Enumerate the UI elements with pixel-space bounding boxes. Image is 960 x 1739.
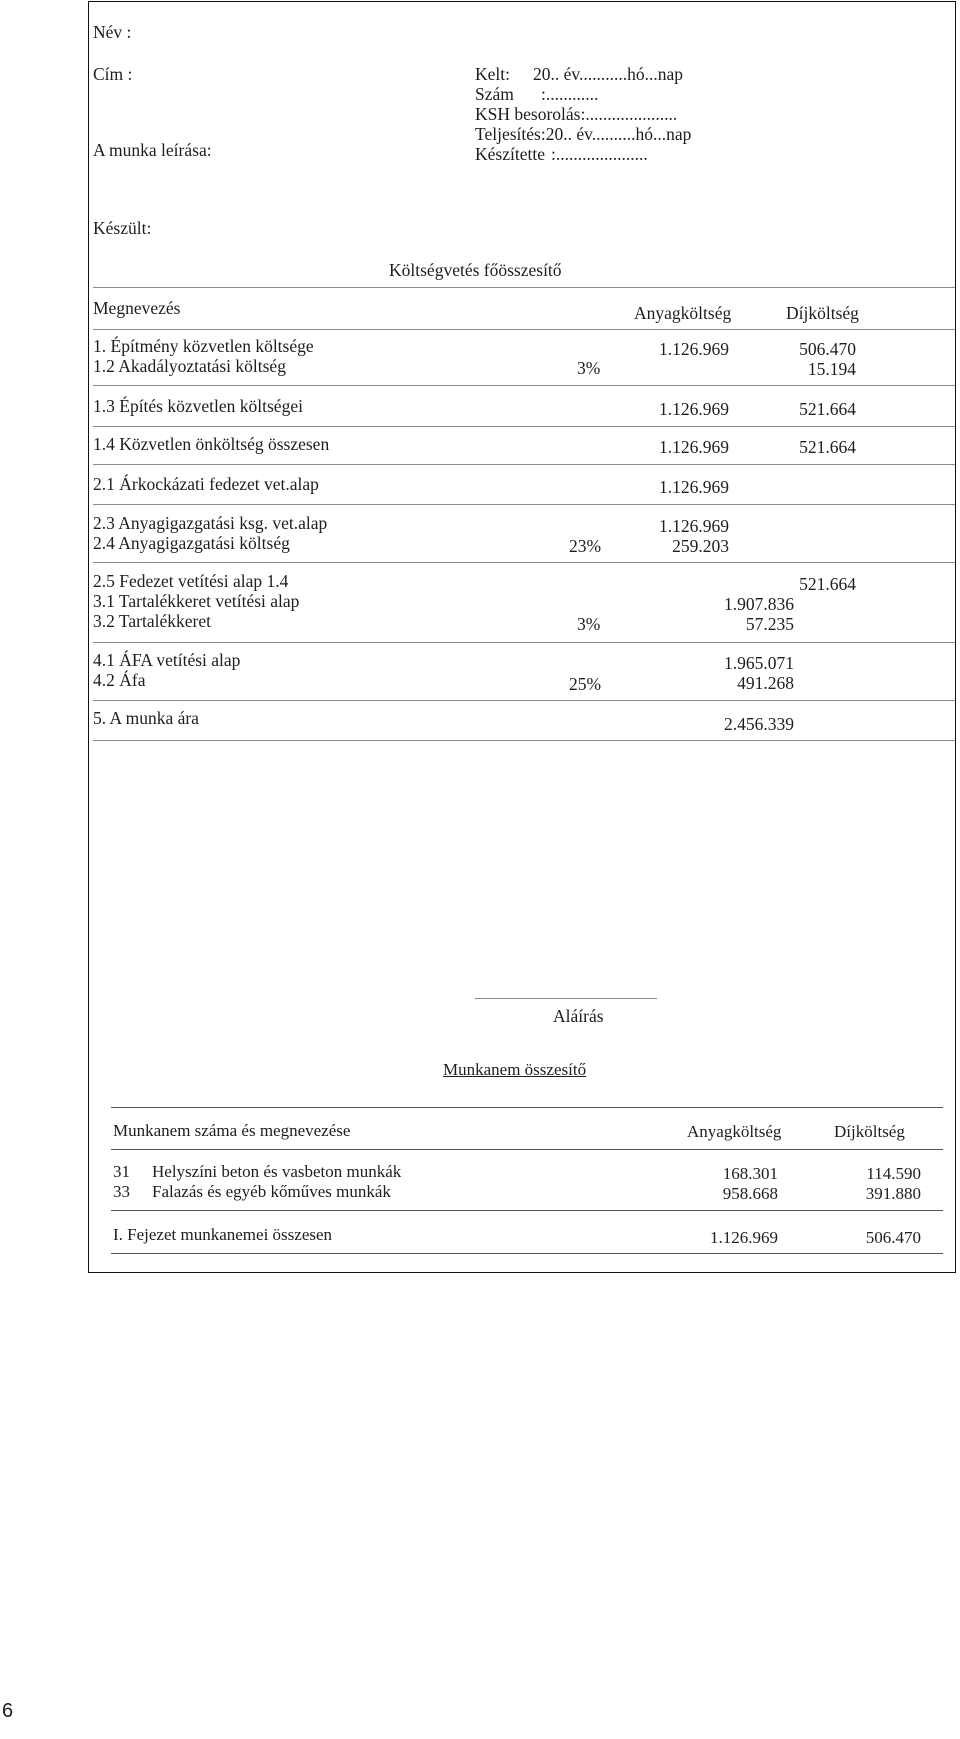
column-header-fee: Díjköltség [786, 303, 859, 323]
column-header-name: Munkanem száma és megnevezése [113, 1121, 351, 1140]
divider [111, 1253, 943, 1254]
prepared-by-value: :..................... [551, 144, 648, 164]
made-label: Készült: [93, 218, 152, 238]
total-value: 491.268 [737, 673, 794, 693]
number-value: :............ [541, 84, 599, 104]
fee-value: 391.880 [865, 1184, 921, 1203]
row-label: 2.1 Árkockázati fedezet vet.alap [93, 474, 319, 494]
date-label: Kelt: [475, 64, 510, 84]
budget-summary-form [88, 1, 956, 1049]
column-header-material: Anyagköltség [634, 303, 732, 323]
summary-title: Költségvetés főösszesítő [389, 260, 562, 280]
row-label: 2.3 Anyagigazgatási ksg. vet.alap [93, 513, 328, 533]
material-value: 1.126.969 [659, 477, 729, 497]
trade-summary-form [88, 1045, 956, 1273]
date-value: 20.. év...........hó...nap [533, 64, 684, 84]
trade-summary-title: Munkanem összesítő [443, 1060, 587, 1079]
material-value: 1.126.969 [659, 339, 729, 359]
row-label: 1.3 Építés közvetlen költségei [93, 396, 303, 416]
total-fee-value: 506.470 [865, 1228, 921, 1247]
row-label: 2.4 Anyagigazgatási költség [93, 533, 290, 553]
total-value: 1.965.071 [724, 653, 794, 673]
trade-name: Falazás és egyéb kőműves munkák [152, 1182, 391, 1201]
trade-code: 31 [113, 1162, 130, 1181]
percentage: 3% [577, 358, 601, 378]
row-label: 1. Építmény közvetlen költsége [93, 336, 314, 356]
total-value: 2.456.339 [724, 714, 794, 734]
row-label: 4.1 ÁFA vetítési alap [93, 650, 241, 670]
material-value: 168.301 [722, 1164, 778, 1183]
percentage: 3% [577, 614, 601, 634]
row-label: 5. A munka ára [93, 708, 199, 728]
ksh-label: KSH besorolás:..................... [475, 104, 678, 124]
row-label: 3.1 Tartalékkeret vetítési alap [93, 591, 300, 611]
page-number: 6 [2, 1700, 14, 1722]
fee-value: 114.590 [866, 1164, 921, 1183]
total-value: 57.235 [745, 614, 794, 634]
completion-label: Teljesítés:20.. év..........hó...nap [475, 124, 692, 144]
fee-value: 15.194 [807, 359, 856, 379]
divider [93, 562, 955, 563]
fee-value: 521.664 [799, 437, 856, 457]
divider [93, 329, 955, 330]
signature-label: Aláírás [553, 1006, 604, 1026]
material-value: 1.126.969 [659, 437, 729, 457]
column-header-name: Megnevezés [93, 298, 181, 318]
total-material-value: 1.126.969 [710, 1228, 778, 1247]
row-label: 3.2 Tartalékkeret [93, 611, 211, 631]
divider [93, 504, 955, 505]
divider [93, 464, 955, 465]
prepared-by-label: Készítette [475, 144, 545, 164]
work-description-label: A munka leírása: [93, 140, 212, 160]
divider [111, 1210, 943, 1211]
trade-name: Helyszíni beton és vasbeton munkák [152, 1162, 402, 1181]
material-value: 1.126.969 [659, 516, 729, 536]
fee-value: 521.664 [799, 574, 856, 594]
divider [93, 426, 955, 427]
column-header-material: Anyagköltség [687, 1122, 782, 1141]
divider [93, 740, 955, 741]
material-value: 958.668 [722, 1184, 778, 1203]
fee-value: 506.470 [799, 339, 856, 359]
divider [93, 385, 955, 386]
row-label: 1.4 Közvetlen önköltség összesen [93, 434, 330, 454]
material-value: 259.203 [672, 536, 729, 556]
material-value: 1.126.969 [659, 399, 729, 419]
divider [93, 700, 955, 701]
divider [93, 642, 955, 643]
address-label: Cím : [93, 64, 133, 84]
divider [111, 1149, 943, 1150]
divider [93, 287, 955, 288]
percentage: 23% [569, 536, 602, 556]
trade-code: 33 [113, 1182, 130, 1201]
signature-line [475, 998, 657, 999]
divider [111, 1107, 943, 1108]
row-label: 2.5 Fedezet vetítési alap 1.4 [93, 571, 289, 591]
name-label: Név : [93, 22, 132, 42]
column-header-fee: Díjköltség [834, 1122, 905, 1141]
number-label: Szám [475, 84, 514, 104]
total-value: 1.907.836 [724, 594, 794, 614]
fee-value: 521.664 [799, 399, 856, 419]
row-label: 1.2 Akadályoztatási költség [93, 356, 286, 376]
row-label: 4.2 Áfa [93, 670, 146, 690]
percentage: 25% [569, 674, 602, 694]
total-label: I. Fejezet munkanemei összesen [113, 1225, 333, 1244]
